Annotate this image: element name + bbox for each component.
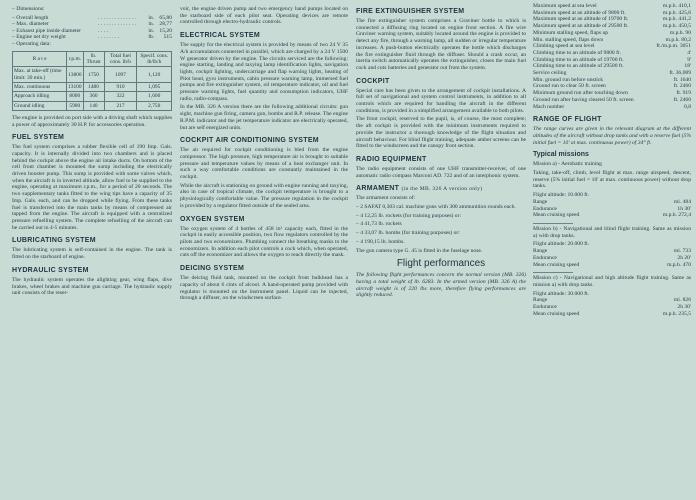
cockpit-air-paragraph-2: While the aircraft is stationing on ground with engine running and taxying, also in case of tropical climate, the cockpit temperature is brought to a physiologically comfortable value. The pressure regulation in the cockpit is provided by a regulator fitted outside of the sealed area. [180, 182, 348, 209]
armament-title: ARMAMENT [356, 185, 400, 193]
hydraulic-system-paragraph: The hydraulic system operates the alighting gear, wing flaps, dive brakes, wheel brakes and machine gun carriage. The hydraulic supply unit consists of the reser- [12, 276, 172, 297]
table-row: Ground idling 5900 140 217 2,750 [13, 101, 172, 110]
armament-item: – 4 12,25 lb. rockets (for training purposes) or: [356, 212, 462, 219]
mission-row: Flight altitude: 20.000 ft. [533, 241, 590, 248]
lubricating-system-heading: LUBRICATING SYSTEM [12, 237, 96, 245]
dimension-row: – Exhaust pipe inside diameter . . . . in. 15,20 [12, 27, 172, 34]
mission-row: Mean cruising speed m.p.h. 470 [533, 261, 691, 268]
fire-extinguisher-paragraph: The fire extinguisher system comprises a Graviner bottle to which is connected a diffusing ring located on engine front section. A fire wire Graviner warning system, suitably located around the engine is provided to detect any fire, through a warning lamp, all sudden or irregular temperature increases. A push-button electrically operates the bottle which discharges the fire extinguisher fluid through the diffuser. Should a crash occur, an inertia switch automatically operates the extinguisher, closes the main fuel cock and cuts batteries and generator out from the system. [356, 18, 526, 71]
armament-intro: The armament consists of: [356, 195, 416, 202]
performance-row: Minimum ground run after touching down ft. 919 [533, 90, 691, 97]
electrical-paragraph-1: The supply for the electrical system is provided by means of two 24 V 35 A/h accumulators connected in parallel, which are charged by a 24 V 1500 W generator driven by the engine. The circuits serviced are the following: engine starting, landing and taxying lamp identification lights, navigation lights, cockpit lighting, undercarriage and flap warning lights, heating of Pitot head, gyro instruments, cabin pressure warning lamp, immersed fuel pumps and fire extinguisher system, oil temperature indicator, oil and fuel pressure warning lights, fuel quantity and consumption indicators, UHF radio, radio-compass. [180, 42, 348, 102]
performance-row: Maximum speed at an altitude of 19700 ft. m.p.h. 441,2 [533, 16, 691, 23]
performance-row: Climbing time to an altitude of 29500 ft. 18' [533, 63, 691, 70]
range-of-flight-paragraph: The range curves are given in the relevant diagram at the different altitudes of the aircraft without drop tanks and with a reserve fuel (5% initial fuel = 10' at max. continuous power) of 34° ft. [533, 126, 691, 146]
armament-item: – 4 33,07 lb. bombs (for training purposes) or: [356, 230, 460, 237]
cockpit-heading: COCKPIT [356, 77, 390, 85]
mission-b [533, 226, 691, 268]
performance-row: Mach number 0,8 [533, 103, 691, 110]
mission-data [533, 291, 691, 318]
typical-missions-heading: Typical missions [533, 151, 589, 159]
performance-row: Climbing speed at sea level ft./m.p.m. 3051 [533, 43, 691, 50]
hydraulic-system-heading: HYDRAULIC SYSTEM [12, 266, 89, 274]
mission-row: Endurance 2h 20' [533, 254, 691, 261]
table-row: Max. at take-off (time limit: 30 min.) 13800 1750 1097 1,120 [13, 67, 172, 83]
column-2 [180, 0, 348, 304]
armament-item: – 4 190,15 lb. bombs. [356, 238, 405, 245]
mission-title: Mission b) - Navigational and blind flight training. Same as mission a) with drop tanks. [533, 225, 691, 239]
mission-title: Mission a) - Aerobatic training [533, 161, 602, 168]
performance-row: Climbing time to an altitude of 9800 ft. 4' [533, 49, 691, 56]
performance-row: Climbing time to an altitude of 19700 ft. 9' [533, 56, 691, 63]
deicing-system-paragraph: The deicing fluid tank, mounted on the cockpit front bulkhead has a capacity of about 6 cints of alcool. A hand-operated pump provided with regulator is mounted on the instrument panel. Liquid can be injected, through a diffuser, on the windscreen surface. [180, 275, 348, 302]
fire-extinguisher-heading: FIRE EXTINGUISHER SYSTEM [356, 8, 465, 15]
performance-row: Ground run after having cleared 50 ft. screen ft. 2460 [533, 96, 691, 103]
divider [533, 272, 573, 273]
armament-heading [356, 185, 526, 192]
hydraulic-continued-paragraph: voir, the engine driven pump and two emergency hand pumps located on the starboard side of each pilot seat. Operating devices are remote controlled through electro-hydraulic controls. [180, 6, 348, 26]
radio-equipment-heading: RADIO EQUIPMENT [356, 155, 427, 163]
armament-subtitle: (in the MB. 326 A version only) [401, 186, 483, 193]
cockpit-paragraph-2: The front cockpit, reserved to the pupil, is, of course, the most complete; the aft cockpit is provided with the minimum instruments required to provide the instructor a thorough knowledge of the flight situation and aircraft behaviour. For blind flight training, adequate amber screens can be fitted to the windscreen and the canopy front section. [356, 116, 526, 150]
performance-list [533, 3, 691, 110]
mission-data [533, 192, 691, 219]
table-header-row: R a t e r.p.m. lb. Thrust Total fuel cons. lb/h Specif. cons. lb/lb/h [13, 51, 172, 67]
armament-item: – 4 41,73 lb. rockets [356, 221, 402, 228]
mission-row: Range mi. 733 [533, 248, 691, 255]
electrical-system-heading: ELECTRICAL SYSTEM [180, 32, 261, 40]
electrical-paragraph-2: In the MB. 326 A version there are the following additional circuits: gun sight, machine gun firing, camera gun, bombs and R.P. release. The engine R.P.M. indicator and the jet temperature indicator are electrically operated, but are self energized units. [180, 104, 348, 131]
divider [533, 223, 573, 224]
radio-equipment-paragraph: The radio equipment consists of one UHF transmitter-receiver, of one automatic radio compass Marconi AD. 722 and of an interphonic system. [356, 165, 526, 179]
range-of-flight-heading: RANGE OF FLIGHT [533, 116, 602, 124]
cockpit-paragraph-1: Special care has been given to the arrangement of cockpit installations. A full set of navigational and system control instruments, in addition to all controls which are required for handling the aircraft in the different conditions, is provided in a simplified arrangement available to both pilots. [356, 87, 526, 114]
mission-data [533, 241, 691, 268]
mission-row: Mean cruising speed m.p.h. 235,5 [533, 310, 691, 317]
flight-performances-paragraph: The following flight performances concern the normal version (MB. 326) having a total weight of lb. 6283. In the armed version (MB. 326 A) the aircraft weight is of 220 lbs more, therefore flying performances are slightly reduced. [356, 272, 526, 299]
deicing-system-heading: DEICING SYSTEM [180, 265, 245, 273]
dimensions-title: – Dimensions: [12, 6, 45, 12]
mission-row: Endurance 1h 30' [533, 205, 691, 212]
armament-item: – 2 SAFAT 0,303 cal. machine guns with 300 ammunition rounds each. [356, 204, 516, 211]
cockpit-air-heading: COCKPIT AIR CONDITIONING SYSTEM [180, 137, 319, 145]
cockpit-air-paragraph-1: The air required for cockpit conditioning is bled from the engine compressor. The high pressure, high temperature air is brought to suitable pressure and temperature values by means of a heat exchanger unit. In such a way comfortable conditions are constantly maintained in the cockpit. [180, 147, 348, 181]
fuel-system-paragraph: The fuel system comprises a rubber flexible cell of 190 Imp. Gals. capacity. It is internally divided into two chambers and is placed behind the cockpit above the engine air intake ducts. On bottom of the cell front chamber is mounted the sump including the electrically driven booster pump. This sump is provided with some valves which, when the aircraft is in inverted altitude, allow fuel to be supplied to the engine, operating at maximum r.p.m., for a period of 20 seconds. The two supplementary tanks fitted to the wing tips have a capacity of 35 Imp. Gals. each, and can be dropped while flying. From these tanks fuel is transferred into the main tanks by means of compressed air tapped from the engine. The aircraft is equipped with a centralized pressure refuelling system. The complete refuelling of the aircraft can be carried out in 4-5 minutes. [12, 144, 172, 231]
performance-row: Minimum stalling speed, flaps up m.p.h. 90 [533, 29, 691, 36]
oxygen-system-paragraph: The oxygen system of 4 bottles of 458 in³ capacity each, fitted in the cockpit in easily accessible position, two flow regulators controlled by the pilots and two economizers. Plumbing connect the breathing masks to the economizers. In addition each pilot controls a cock which, when operated, cuts off the economizer and allows the oxygen to reach directly the mask. [180, 225, 348, 259]
mission-description: Taking, take-off, climb, level flight at max. range airspeed, descent, reserve (5% initial fuel = 10' at max. continuous power) without drop tanks. [533, 170, 691, 190]
fuel-system-heading: FUEL SYSTEM [12, 134, 65, 142]
dimension-row: – Engine net dry weight . . . . . . . . lb. 515 [12, 34, 172, 41]
mission-row: Range mi. 826 [533, 297, 691, 304]
performance-row: Min. stalling speed, flaps down m.p.h. 80,2 [533, 36, 691, 43]
lubricating-system-paragraph: The lubricating system is self-contained in the engine. The tank is fitted on the starboard of engine. [12, 247, 172, 261]
operating-table [12, 51, 172, 111]
performance-row: Ground run to clear 50 ft. screen ft. 2460 [533, 83, 691, 90]
mission-row: Flight altitude: 30.000 ft. [533, 290, 590, 297]
performance-row: Min. ground run before unstick ft. 1640 [533, 76, 691, 83]
performance-row: Service ceiling ft. 36,089 [533, 70, 691, 77]
mission-title: Mission c) - Navigational and high altitude flight training. Same as mission a) with drop tanks. [533, 275, 691, 288]
mission-row: Flight altitude: 10.000 ft. [533, 192, 590, 199]
flight-performances-heading: Flight performances [396, 258, 486, 270]
dimension-row: – Overall length . . . . . . . . . . . . . . in. 65,80 [12, 14, 172, 21]
dimension-row: – Max. diameter . . . . . . . . . . . . . . in. 28,77 [12, 21, 172, 28]
engine-paragraph: The engine is provided on port side with a driving shaft which supplies a power of approximately 30 H.P. for accessories operation. [12, 114, 172, 128]
performance-row: Maximum speed at sea level m.p.h. 410,1 [533, 3, 691, 9]
mission-row: Mean cruising speed m.p.h. 272,4 [533, 212, 691, 219]
column-1 [12, 0, 172, 299]
performance-row: Maximum speed at an altitude of 9800 ft. m.p.h. 425,6 [533, 9, 691, 16]
oxygen-system-heading: OXYGEN SYSTEM [180, 215, 245, 223]
column-3 [356, 0, 526, 301]
table-row: Max. continuous 13100 1480 910 1,095 [13, 82, 172, 91]
operating-title: – Operating data: [12, 41, 51, 48]
mission-row: Range mi. 484 [533, 198, 691, 205]
column-4 [533, 0, 691, 317]
mission-c [533, 275, 691, 317]
mission-row: Endurance 2h 30' [533, 304, 691, 311]
performance-row: Maximum speed at an altitude of 29500 ft. m.p.h. 450,5 [533, 23, 691, 30]
mission-a [533, 161, 691, 219]
table-row: Approach idling 8000 360 322 1,600 [13, 92, 172, 101]
dimensions-table [12, 15, 172, 41]
armament-item: The gun camera type G. 45 is fitted in the fuselage nose. [356, 247, 483, 254]
